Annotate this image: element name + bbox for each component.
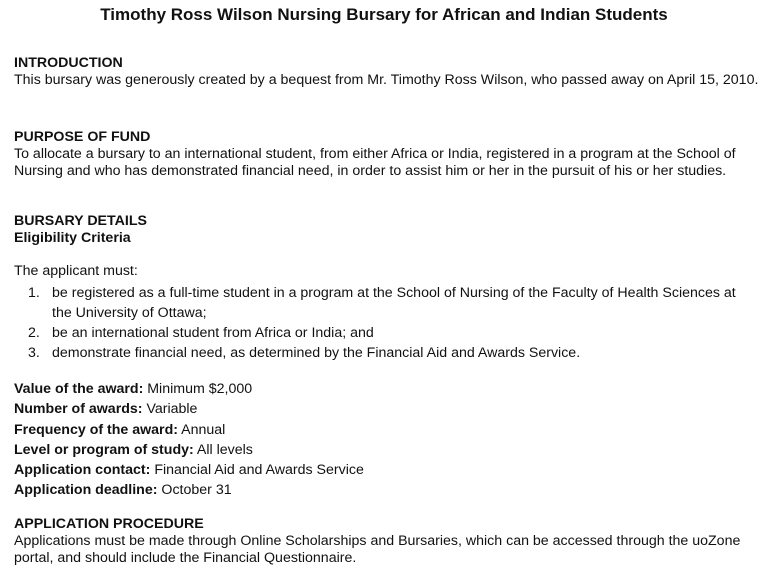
eligibility-subheading: Eligibility Criteria xyxy=(14,230,131,246)
criteria-item: 3. demonstrate financial need, as determined by the Financial Aid and Awards Service. xyxy=(28,345,581,361)
purpose-text: To allocate a bursary to an international student, from either Africa or India, registered in a program at the School of Nursing and who has demonstrated financial need, in order to assist him or her in the pursuit of his or her studies. xyxy=(14,146,736,179)
criteria-item: 1. be registered as a full-time student in a program at the School of Nursing of the Faculty of Health Sciences at the University of Ottawa; xyxy=(28,285,736,321)
introduction-text: This bursary was generously created by a bequest from Mr. Timothy Ross Wilson, who passed away on April 15, 2010. xyxy=(14,72,759,88)
purpose-heading: PURPOSE OF FUND xyxy=(14,129,151,145)
details-section xyxy=(14,213,759,247)
eligibility-criteria xyxy=(14,263,759,363)
eligibility-intro: The applicant must: xyxy=(14,263,138,279)
study-level-row: Level or program of study: All levels xyxy=(14,441,253,458)
criteria-list xyxy=(14,283,759,363)
criteria-item: 2. be an international student from Africa or India; and xyxy=(28,325,374,341)
procedure-heading: APPLICATION PROCEDURE xyxy=(14,516,204,532)
award-count-row: Number of awards: Variable xyxy=(14,401,198,418)
details-heading: BURSARY DETAILS xyxy=(14,213,147,229)
application-contact-row: Application contact: Financial Aid and Awards Service xyxy=(14,462,364,479)
introduction-heading: INTRODUCTION xyxy=(14,55,123,71)
purpose-section xyxy=(14,129,759,180)
award-details xyxy=(14,379,759,501)
introduction-section xyxy=(14,55,759,89)
document-title: Timothy Ross Wilson Nursing Bursary for African and Indian Students xyxy=(100,5,668,24)
procedure-section xyxy=(14,516,759,567)
award-value-row: Value of the award: Minimum $2,000 xyxy=(14,381,253,397)
award-frequency-row: Frequency of the award: Annual xyxy=(14,421,226,438)
procedure-text: Applications must be made through Online Scholarships and Bursaries, which can be accessed through the uoZone portal, and should include the Financial Questionnaire. xyxy=(14,533,741,566)
application-deadline-row: Application deadline: October 31 xyxy=(14,482,232,499)
